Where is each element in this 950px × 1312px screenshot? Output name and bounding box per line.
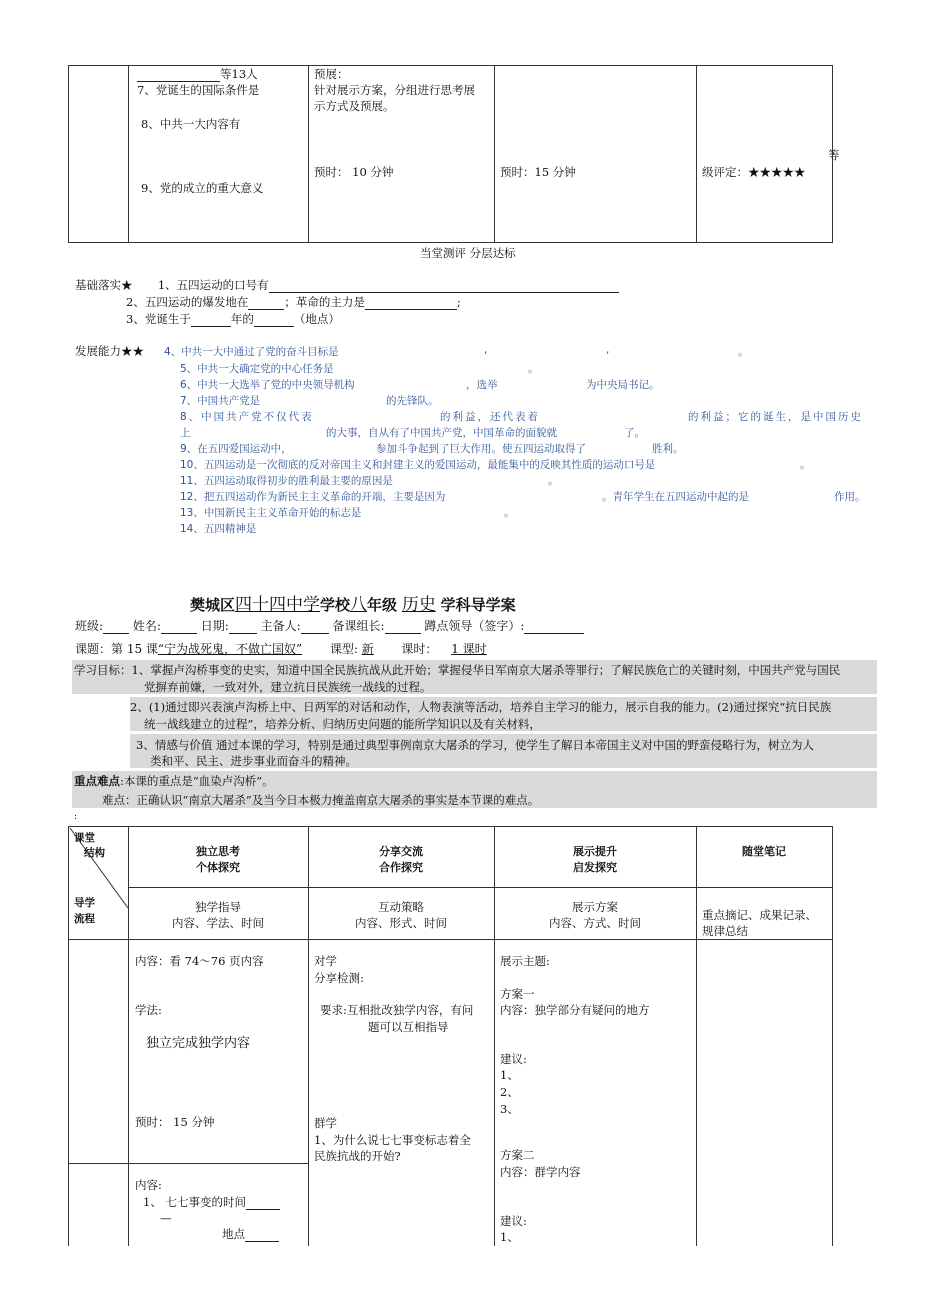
section-title: 当堂测评 分层达标 [420,246,516,260]
basic-q1: 1、五四运动的口号有 [157,278,269,292]
difficulty: 难点：正确认识“南京大屠杀”及当今日本极力掩盖南京大屠杀的事实是本节课的难点。 [102,793,540,807]
c1-dash: — [160,1211,172,1225]
develop-q4: 4、中共一大中通过了党的奋斗目标是 [164,346,339,358]
preview-time: 预时：15 分钟 [500,165,576,179]
develop-q12: 12、把五四运动作为新民主主义革命的开端，主要是因为 [180,491,446,503]
key-points: 重点难点:本课的重点是“血染卢沟桥”。 [74,774,274,788]
subheader-col2: 互动策略 内容、形式、时间 [355,900,447,930]
punct: 。 [504,507,515,519]
punct: , [606,344,610,356]
develop-q6: 6、中共一大选举了党的中央领导机构 [180,379,355,391]
preview-label: 预展： [314,67,349,81]
q6-part: ，选举 [466,379,498,391]
goal-1: 学习目标：1、掌握卢沟桥事变的史实，知道中国全民族抗战从此开始；掌握侵华日军南京大屠杀等罪行；了解民族危亡的关键时刻，中国共产党与国民 [74,663,841,677]
goal-2-cont: 统一战线建立的过程”，培养分析、归纳历史问题的能所学知识以及有关材料， [144,717,541,731]
goal-2: 2、(1)通过即兴表演卢沟桥上中、日两军的对话和动作，人物表演等活动，培养自主学习的能力，展示自我的能力。(2)通过探究“抗日民族 [130,700,832,714]
header-col3: 展示提升 启发探究 [573,845,617,874]
c3-line: 展示主题: [500,954,550,968]
develop-q9: 9、在五四爱国运动中， [180,443,292,455]
goal-3: 3、情感与价值 通过本课的学习，特别是通过典型事例南京大屠杀的学习，使学生了解日本帝国主义对中国的野蛮侵略行为，树立为人 [136,738,814,752]
c3-line: 内容：独学部分有疑问的地方 [500,1003,650,1017]
c2-line: 题可以互相指导 [368,1020,449,1034]
c1-content: 内容：看 74～76 页内容 [135,954,264,968]
corner-label: 导学 [74,897,95,909]
subheader-col4: 重点摘记、成果记录、 规律总结 [702,908,817,938]
q7-part: 的先锋队。 [386,395,439,407]
develop-label: 发展能力★★ [75,344,144,358]
c1-content2: 内容: [135,1178,162,1192]
c3-line: 方案二 [500,1148,535,1162]
q8-part: 上 [180,427,191,439]
q8-part: 的利益；它的诞生，是中国历史 [688,411,863,423]
c1-place: 地点 [222,1226,279,1242]
punct: 。 [738,346,749,358]
question-7: 7、党诞生的国际条件是 [137,83,260,97]
q8-part: 的利益，还代表着 [440,411,540,423]
punct: 。 [800,459,811,471]
c2-line: 要求:互相批改独学内容，有问 [320,1003,474,1017]
meta-line: 班级: 姓名: 日期: 主备人: 备课组长: 蹲点领导（签字）: [75,617,584,634]
header-col2: 分享交流 合作探究 [379,845,423,874]
c2-line: 1、为什么说七七事变标志着全 [314,1133,471,1147]
page-title: 樊城区四十四中学学校八年级 历史 学科导学案 [190,595,516,615]
develop-q10: 10、五四运动是一次彻底的反对帝国主义和封建主义的爱国运动，最能集中的反映其性质的运动口号是 [180,459,656,471]
c3-line: 1、 [500,1068,519,1082]
c3-line: 方案一 [500,987,535,1001]
preview-text: 示方式及预展。 [314,99,395,113]
grade-text: 等 [828,148,840,162]
c3-line: 建议: [500,1214,527,1228]
develop-q5: 5、中共一大确定党的中心任务是 [180,363,334,375]
colon-mark: : [74,812,78,822]
c2-line: 对学 [314,954,337,968]
q9-part: 参加斗争起到了巨大作用。使五四运动取得了 [376,443,586,455]
c3-line: 2、 [500,1085,519,1099]
corner-label: 课堂 [74,832,95,844]
subheader-col3: 展示方案 内容、方式、时间 [549,900,641,930]
preview-text: 针对展示方案，分组进行思考展 [314,83,475,97]
develop-q14: 14、五四精神是 [180,523,257,535]
q9-part: 胜利。 [652,443,684,455]
subheader-col1: 独学指导 内容、学法、时间 [172,900,264,930]
q6-part: 为中央局书记。 [586,379,660,391]
blank-line-with-text: 等13人 [137,66,258,82]
q8-part: 的大事，自从有了中国共产党，中国革命的面貌就 [326,427,557,439]
punct: 。 [528,363,539,375]
basic-q2: 2、五四运动的爆发地在 ；革命的主力是 ; [126,295,461,309]
basic-label: 基础落实★ [75,278,133,292]
question-9: 9、党的成立的重大意义 [141,181,264,195]
punct: , [484,344,488,356]
develop-q7: 7、中国共产党是 [180,395,261,407]
c1-method: 学法: [135,1003,162,1017]
c2-line: 分享检测: [314,971,364,985]
header-col1: 独立思考 个体探究 [196,845,240,874]
develop-q13: 13、中国新民主主义革命开始的标志是 [180,507,362,519]
c3-line: 建议: [500,1052,527,1066]
c1-time: 预时： 15 分钟 [135,1115,215,1129]
q8-part: 了。 [624,427,645,439]
q12-part: 。青年学生在五四运动中起的是 [602,491,749,503]
preview-time: 预时： 10 分钟 [314,165,394,179]
c2-line: 群学 [314,1116,337,1130]
basic-q3: 3、党诞生于 年的 （地点） [126,312,340,326]
corner-label: 结构 [84,847,105,859]
goal-1-cont: 党摒弃前嫌，一致对外，建立抗日民族统一战线的过程。 [144,680,432,694]
question-8: 8、中共一大内容有 [141,117,241,131]
c2-line: 民族抗战的开始? [314,1149,401,1163]
develop-q11: 11、五四运动取得初步的胜利最主要的原因是 [180,475,393,487]
topic-line: 课题：第 15 课“宁为战死鬼，不做亡国奴” 课型: 新 课时： 1 课时 [75,642,487,656]
c1-item1: 1、 七七事变的时间 [143,1194,280,1210]
goal-3-cont: 类和平、民主、进步事业而奋斗的精神。 [150,754,357,768]
corner-label: 流程 [74,913,95,925]
punct: 。 [548,475,559,487]
c3-line: 3、 [500,1102,519,1116]
q12-part: 作用。 [834,491,866,503]
rating-stars: 级评定：★★★★★ [702,165,806,179]
header-col4: 随堂笔记 [742,845,786,858]
c3-line: 1、 [500,1230,519,1244]
develop-q8: 8、中国共产党不仅代表 [180,411,314,423]
c3-line: 内容：群学内容 [500,1165,581,1179]
c1-self: 独立完成独学内容 [146,1036,251,1051]
